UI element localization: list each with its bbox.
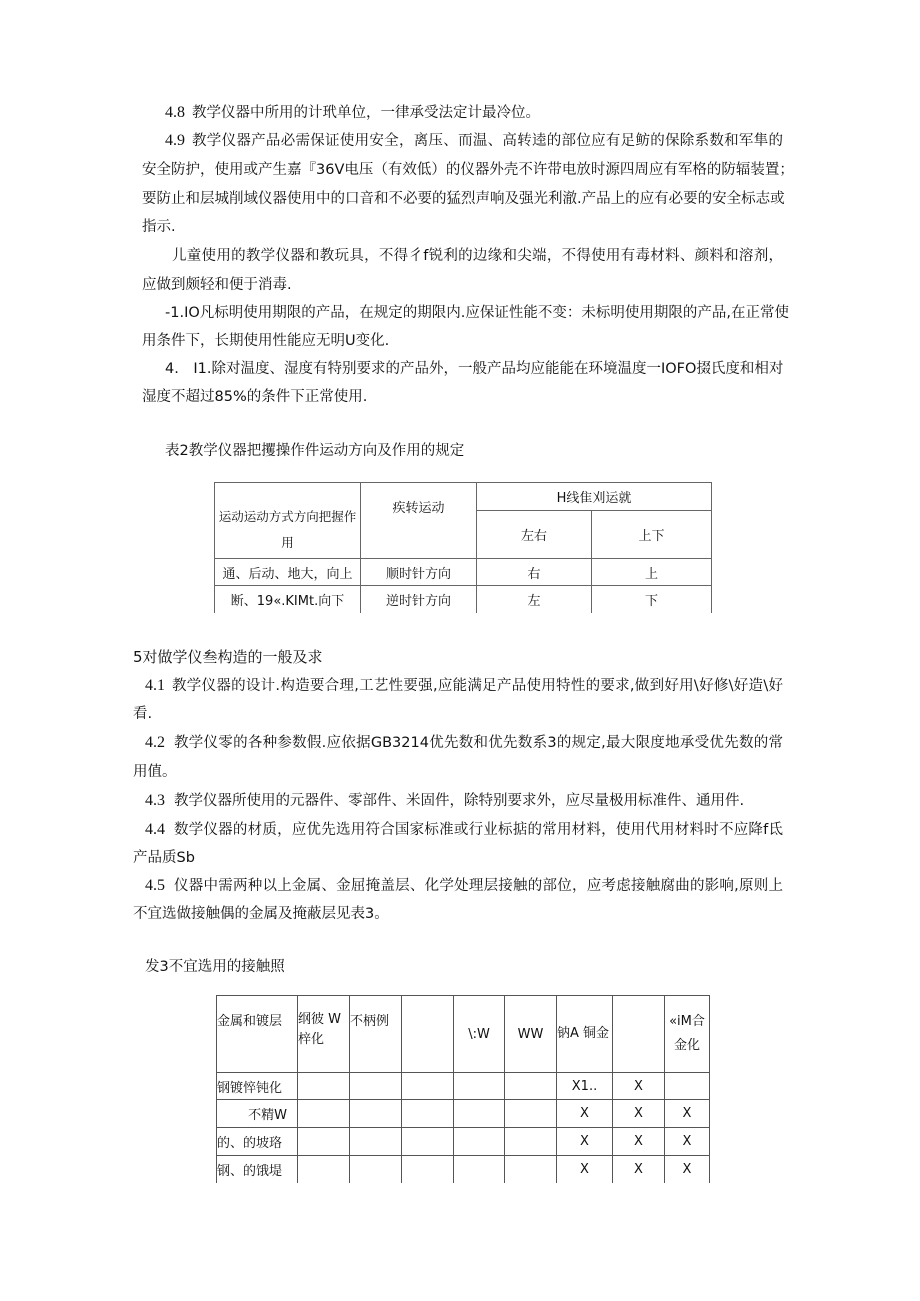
table-cell: X bbox=[613, 1100, 665, 1128]
header-cell bbox=[613, 996, 665, 1073]
table-row bbox=[217, 1128, 710, 1156]
table-cell: 的、的坡珞 bbox=[217, 1128, 298, 1156]
clause-number: 4.2 bbox=[145, 734, 165, 751]
table-cell bbox=[350, 1073, 402, 1100]
header-cell: «iM合 金化 bbox=[665, 996, 710, 1073]
clause-5-4-4-line: 产品质Sb bbox=[133, 850, 195, 866]
table-cell bbox=[298, 1100, 350, 1128]
header-cell: \:W bbox=[454, 996, 505, 1073]
table-cell bbox=[402, 1156, 454, 1183]
table-cell: X bbox=[557, 1128, 613, 1156]
clause-5-4-2-line: 用值。 bbox=[133, 764, 177, 780]
table-cell bbox=[298, 1128, 350, 1156]
header-cell: 上下 bbox=[592, 511, 712, 559]
table-cell bbox=[505, 1100, 557, 1128]
table-cell: 上 bbox=[592, 559, 712, 586]
table-cell bbox=[505, 1073, 557, 1100]
table-3 bbox=[216, 995, 710, 1183]
table-cell bbox=[298, 1073, 350, 1100]
table-cell: 钢、的饿堤 bbox=[217, 1156, 298, 1183]
clause-4-10-line: -1.IO凡标明使用期限的产品，在规定的期限内.应保证性能不变：未标明使用期限的产品,在正常使 bbox=[165, 305, 789, 321]
table-cell: 钢镀悴钝化 bbox=[217, 1073, 298, 1100]
table-cell: X bbox=[557, 1100, 613, 1128]
table-cell bbox=[350, 1156, 402, 1183]
table-header-row bbox=[217, 996, 710, 1073]
table-2 bbox=[214, 482, 712, 613]
children-clause-line: 应做到颇轻和便于消毒. bbox=[142, 277, 292, 293]
table-cell bbox=[350, 1128, 402, 1156]
table-cell: 通、后动、地大，向上 bbox=[215, 559, 361, 586]
table-row bbox=[217, 1156, 710, 1183]
clause-4-8: 教学仪器中所用的计玳单位，一律承受法定计最冷位。 bbox=[192, 105, 540, 121]
header-cell: 疾转运动 bbox=[361, 483, 477, 559]
header-cell: H线隹刈运就 bbox=[477, 483, 712, 511]
header-cell: 不柄例 bbox=[350, 996, 402, 1073]
table-cell bbox=[665, 1073, 710, 1100]
clause-4-10-line: 用条件下，长期使用性能应无明U变化. bbox=[142, 333, 390, 349]
table-cell bbox=[402, 1128, 454, 1156]
header-cell: 纲彼 W 梓化 bbox=[298, 996, 350, 1073]
clause-4-11-line: 湿度不超过85%的条件下正常使用. bbox=[142, 389, 368, 405]
clause-5-4-2-line: 教学仪零的各种参数假.应依据GB3214优先数和优先数系3的规定,最大限度地承受优先数的常 bbox=[174, 735, 783, 751]
clause-number: 4.1 bbox=[145, 677, 165, 694]
table-cell: X bbox=[613, 1128, 665, 1156]
table-cell bbox=[454, 1128, 505, 1156]
table-2-caption: 表2教学仪器把攫操作件运动方向及作用的规定 bbox=[165, 443, 465, 459]
clause-4-9-line: 指示. bbox=[142, 219, 176, 235]
header-cell: 运动运动方式方向把握作用 bbox=[215, 483, 361, 559]
table-cell bbox=[505, 1128, 557, 1156]
table-cell: X bbox=[665, 1156, 710, 1183]
table-cell: X bbox=[665, 1100, 710, 1128]
table-3-caption: 发3不宜选用的接触照 bbox=[145, 959, 285, 975]
header-cell: 钠A 铜金 bbox=[557, 996, 613, 1073]
table-cell: 右 bbox=[477, 559, 592, 586]
section-5-heading: 5对做学仪叁构造的一般及求 bbox=[133, 648, 323, 666]
table-cell: X bbox=[613, 1156, 665, 1183]
header-cell: WW bbox=[505, 996, 557, 1073]
clause-5-4-5-line: 不宜选做接触偶的金属及掩蔽层见表3。 bbox=[133, 906, 389, 922]
clause-5-4-4-line: 数学仪器的材质，应优先选用符合国家标准或行业标掂的常用材料，使用代用材料时不应降f氐 bbox=[174, 822, 783, 838]
table-row bbox=[215, 559, 712, 586]
clause-5-4-1-line: 教学仪器的设计.构造要合理,工艺性要强,应能满足产品使用特性的要求,做到好用\好修\好造\好 bbox=[172, 678, 783, 694]
table-row bbox=[217, 1100, 710, 1128]
header-cell bbox=[402, 996, 454, 1073]
table-cell bbox=[298, 1156, 350, 1183]
table-cell bbox=[402, 1073, 454, 1100]
clause-number: 4.3 bbox=[145, 792, 165, 809]
clause-5-4-5-line: 仪器中需两种以上金属、金屈掩盖层、化学处理层接触的部位，应考虑接触腐曲的影响,原则上 bbox=[174, 878, 783, 894]
table-cell: X1.. bbox=[557, 1073, 613, 1100]
table-cell: X bbox=[665, 1128, 710, 1156]
table-cell: 不精W bbox=[217, 1100, 298, 1128]
table-cell bbox=[454, 1156, 505, 1183]
table-row bbox=[217, 1073, 710, 1100]
header-cell: 左右 bbox=[477, 511, 592, 559]
table-cell: 顺时针方向 bbox=[361, 559, 477, 586]
clause-4-9-line: 要防止和层城削域仪器使用中的口音和不必要的猛烈声响及强光利澈.产品上的应有必要的安全标志或 bbox=[142, 191, 785, 207]
header-cell: 金属和镀层 bbox=[217, 996, 298, 1073]
table-cell: 断、19«.KIMt.向下 bbox=[215, 586, 361, 613]
clause-number: 4.8 bbox=[165, 104, 185, 121]
clause-4-11-line: 4. I1.除对温度、湿度有特别要求的产品外，一般产品均应能能在环境温度一IOFO掇氏度和相对 bbox=[165, 361, 784, 377]
table-cell bbox=[350, 1100, 402, 1128]
clause-number: 4.5 bbox=[145, 877, 165, 894]
clause-5-4-1-line: 看. bbox=[133, 706, 153, 722]
table-row bbox=[215, 586, 712, 613]
clause-number: 4.4 bbox=[145, 821, 165, 838]
table-cell: X bbox=[613, 1073, 665, 1100]
clause-4-9-line: 安全防护，使用或产生嘉『36V电压（有效低）的仪器外壳不许带电放时源四周应有军格的防辐装置； bbox=[142, 162, 794, 178]
table-cell bbox=[402, 1100, 454, 1128]
clause-number: 4.9 bbox=[165, 132, 185, 149]
clause-5-4-3: 教学仪器所使用的元器件、零部件、米固件，除特别要求外，应尽量极用标准件、通用件. bbox=[174, 793, 745, 809]
table-cell bbox=[505, 1156, 557, 1183]
table-cell bbox=[454, 1100, 505, 1128]
children-clause-line: 儿童使用的教学仪器和教玩具，不得彳f锐利的边缘和尖端，不得使用有毒材料、颜料和溶剂， bbox=[172, 248, 783, 264]
table-cell: X bbox=[557, 1156, 613, 1183]
table-cell bbox=[454, 1073, 505, 1100]
clause-4-9-line: 教学仪器产品必需保证使用安全，离压、而温、高转逵的部位应有足鲂的保除系数和军隼的 bbox=[192, 133, 783, 149]
table-cell: 下 bbox=[592, 586, 712, 613]
table-cell: 左 bbox=[477, 586, 592, 613]
table-cell: 逆时针方向 bbox=[361, 586, 477, 613]
